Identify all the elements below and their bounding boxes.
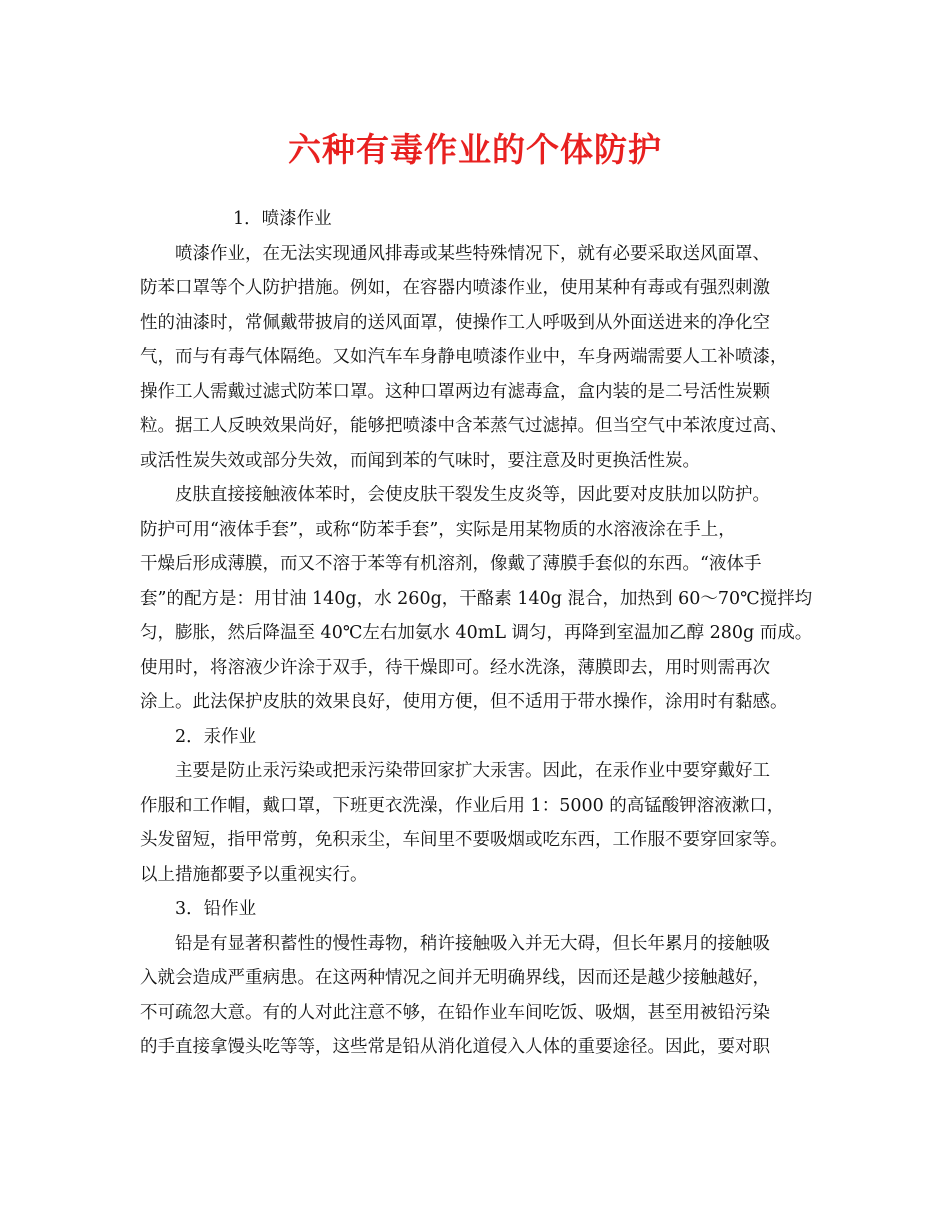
paragraph-line: 气，而与有毒气体隔绝。又如汽车车身静电喷漆作业中，车身两端需要人工补喷漆， <box>140 347 788 367</box>
paragraph-line: 主要是防止汞污染或把汞污染带回家扩大汞害。因此，在汞作业中要穿戴好工 <box>175 761 770 781</box>
paragraph-line: 匀，膨胀，然后降温至 40℃左右加氨水 40mL 调匀，再降到室温加乙醇 280g 而成。 <box>140 623 813 643</box>
paragraph-line: 入就会造成严重病患。在这两种情况之间并无明确界线，因而还是越少接触越好， <box>140 968 770 988</box>
page-title: 六种有毒作业的个体防护 <box>288 130 662 169</box>
paragraph-line: 干燥后形成薄膜，而又不溶于苯等有机溶剂，像戴了薄膜手套似的东西。“液体手 <box>140 554 762 574</box>
paragraph-line: 操作工人需戴过滤式防苯口罩。这种口罩两边有滤毒盒，盒内装的是二号活性炭颗 <box>140 381 770 402</box>
paragraph-line: 作服和工作帽，戴口罩，下班更衣洗澡，作业后用 1：5000 的高锰酸钾溶液漱口， <box>140 795 785 816</box>
paragraph-line: 铅是有显著积蓄性的慢性毒物，稍许接触吸入并无大碍，但长年累月的接触吸 <box>175 933 770 954</box>
paragraph-line: 套”的配方是：用甘油 140g，水 260g，干酪素 140g 混合，加热到 60～70℃搅拌均 <box>140 588 813 609</box>
paragraph-line: 或活性炭失效或部分失效，而闻到苯的气味时，要注意及时更换活性炭。 <box>140 450 700 471</box>
section-heading: 2．汞作业 <box>175 726 257 747</box>
paragraph-line: 头发留短，指甲常剪，免积汞尘，车间里不要吸烟或吃东西，工作服不要穿回家等。 <box>140 830 788 850</box>
paragraph-line: 防苯口罩等个人防护措施。例如，在容器内喷漆作业，使用某种有毒或有强烈刺激 <box>140 278 770 298</box>
paragraph-line: 皮肤直接接触液体苯时，会使皮肤干裂发生皮炎等，因此要对皮肤加以防护。 <box>175 485 770 505</box>
document-body <box>140 202 830 1065</box>
paragraph-line: 使用时，将溶液少许涂于双手，待干燥即可。经水洗涤，薄膜即去，用时则需再次 <box>140 657 770 678</box>
paragraph-line: 以上措施都要予以重视实行。 <box>140 864 368 885</box>
section-heading: 1．喷漆作业 <box>233 209 332 229</box>
paragraph-line: 的手直接拿馒头吃等等，这些常是铅从消化道侵入人体的重要途径。因此，要对职 <box>140 1037 770 1057</box>
paragraph-line: 性的油漆时，常佩戴带披肩的送风面罩，使操作工人呼吸到从外面送进来的净化空 <box>140 312 770 333</box>
paragraph-line: 粒。据工人反映效果尚好，能够把喷漆中含苯蒸气过滤掉。但当空气中苯浓度过高、 <box>140 416 788 436</box>
section-heading: 3．铅作业 <box>175 899 257 919</box>
paragraph-line: 防护可用“液体手套”，或称“防苯手套”，实际是用某物质的水溶液涂在手上， <box>140 519 736 540</box>
paragraph-line: 涂上。此法保护皮肤的效果良好，使用方便，但不适用于带水操作，涂用时有黏感。 <box>140 692 788 712</box>
paragraph-line: 喷漆作业，在无法实现通风排毒或某些特殊情况下，就有必要采取送风面罩、 <box>175 243 770 264</box>
paragraph-line: 不可疏忽大意。有的人对此注意不够，在铅作业车间吃饭、吸烟，甚至用被铅污染 <box>140 1002 770 1023</box>
